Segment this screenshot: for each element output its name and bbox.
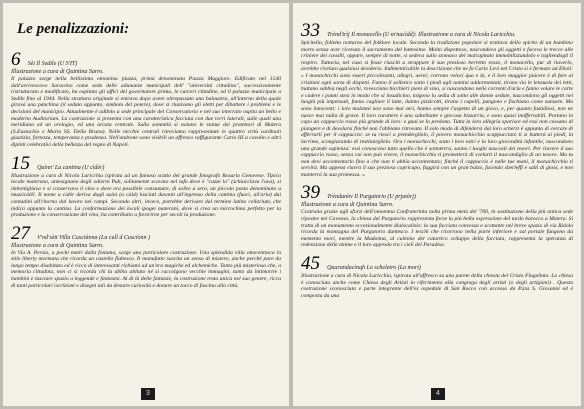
- entry-text: Il palazzo sorge nella bellissima omonima piazza, primà denominata Piazza Maggiore. Edificato nel 1540 dall'arcivescovo Saraceno come sede delle adunanze municipali dell' "università cittadina", successivamente ristrutturato e modificato, ha ospitato gli uffici del governatore prima, le carceri cittadine, ed il palazzo municipale a Sedile fino al 1944. Nella struttura originale si entrava dopo avere oltrepassato uno balaustra, all'interno della quale giravá una panchina (il seduto appunto, simbolo del potere), dove si riunivano gli eletti per dibattere i problemi e le decisioni del municipio. Attualmente è adibito a sede principale del Conservatorio e nel suo interrato ospita un bello e moderno Auditorium. La costruzione si presenta con una caratteristica facciata con due torri laterali, sulle quali una meridiana ed un orologio, ed una arcata centrale. Sulla sommità si notano le statue dei protettori di Matera (S.Eustachio e Maria SS. Della Bruna). Nelle nicchie centrali ritroviamo rappresentate le quattro virtù cardinali giustizia, fortezza, temperanza e prudenza. Nell'androne sono visibili un affresco raffigurante Carlo III a cavallo e altri dipinti celebrativi della bellezza del regno di Napoli.: [11, 76, 281, 148]
- entry-title: Trèndanòv Il Purgatorio (U prjatòrj): [327, 194, 416, 201]
- entry-credit: Illustrazione a cura di Quintina Sarro.: [301, 202, 394, 209]
- entry-title: Sèi Il Sedile (U S'IT): [27, 61, 78, 67]
- entry-number: 33: [301, 20, 320, 41]
- entry-15: [11, 154, 281, 219]
- entry-title: Quìnn' La cantina (U cìdèr): [37, 164, 105, 171]
- entry-number: 39: [301, 182, 320, 204]
- entry-text: Illustrazione a cura di Nicola Laricchia ispirata ad un famoso scatto del grande fotografo Rosario Genovese. Tipico locale materano, antesignano degli odierni Pub, solitamente scavato nel tufo dove è "cazze lo" (schiacciava l'uva), si imbottigliava e si conservava il vino e dove era possibile consumare, di solito a sera, un piccolo pasto denominato u muzzicàlël. Il nome u cìdèr deriva dagli usini (u càld) lasciati davanti all'ingresso della cantina (fuori, all'aria) dai contadini all'ritorno dal lavoro nei campi. Secondo altri, invece, potrebbe derivare dal termine latino cellarium, che indica appunto la cantina. La conformazione dei locali ipogei materani, dove si crea un microclima perfetto per la produzione e la conservazione del vino, ha contribuito a favorirne per secoli la produzione.: [11, 172, 281, 219]
- entry-27: [11, 224, 281, 290]
- entry-title: Trènd'trìj Il monacello (U m'nacìdd): Illustrazione a cura di Nicola Laricchia.: [327, 32, 516, 38]
- page-heading: Le penalizzazioni:: [17, 21, 130, 37]
- entry-text: In Via A. Persio, a pochi metri dalla fontana, sorge una particolare costruzione. Una splendida villa ottocentesca in stile liberty mormata che ricorda un castello fiabesco. Il manufatto suscita un senso di mistero, anche perché pare da lungo tempo disabitato ed è ricco di interessanti richiami ad un'era magiche ed alchemiche. Tanto più misterioso che, a memoria cittadina, non ci si ricorda chi la abbia abitato né si raccolgono vecchie immagini, tanto da intimorire i bambini e lasciare spazio a leggende e fantasmi. Al di là delle fantasie, la costruzione resta unica nel suo genere, ricca di tanti particolari iscrizioni e disegni tali da destare curiosità e donare un tocco di fascino alla città.: [11, 249, 281, 289]
- right-page: [293, 3, 581, 406]
- entry-text: Spiritello, folletto notturno del folklore locale. Secondo la tradizione popolare si trattava dello spirito di un bambino morto senza aver ricevuto il sacramento del battesimo. Molto dispettoso, nascondeva gli oggetti e faceva le trecce alle criniere dei cavalli, oppure, sempre di notte, si sedeva sullo stomaco del malcapitato immobilizzandolo e togliendogli il respiro. Tuttavia, nel caso si fosse riusciti a strappare il suo prezioso berretto rosso, il monacello, pur di riaverlo, avrebbe rivelato qualsiasi desiderio. Indimenticabile la descrizione che ne fa Carlo Levi nel Cristo si è fermato ad Eboli: « I monachicchi sono esseri piccolissimi, allegri, aerei; corrono veloci qua e là, e il loro maggior piacere è di fare ai cristiani ogni sorta di dispetti. Fanno il solletico sotto i piedi agli uomini addormentati, tirano via le lenzuola dei letti, buttano sabbia negli occhi, rovesciano bicchieri pieni di vino, si nascondono nelle correnti d'aria e fanno volare le carte e cadere i panni stesi in modo che si insudicino, tolgono la sedia di sotto alle donne sedute, nascondono gli oggetti nei luoghi più impensati, fanno cagliare il latte, danno pizzicotti, tirano i capelli, pungono e fischiano come zanzare. Ma sono innocenti: i loro malanni non sono mai seri, hanno sempre l'aspetto di un gioco, e, per quanto fastidiosi, non ne nasce mai nulla di grave. Il loro carattere è una saltellante e giocosa bizzarria, e sono quasi inafferrabili. Portano in capo un cappuccio rosso più grande di loro: e guai se lo perdono. Tutta la loro allegria sparisce ed essi non cessano di piangere e di desolarsi finché non l'abbiano ritrovato. Il solo modo di difendersi dai loro scherzi è appunto di cercare di afferrarli per il cappuccio: se tu riesci a prenderglielo, il povero monachicchio scappucciato ti si butterà ai piedi, in lacrime, scongiurando di restituirglielo. Ora i monachicchi, sotto i loro estri e la loro giocondità infantile, nascondono una grande sapienza: essi conoscono tutto quello che è sottoterra, sanno i luoghi nascosti dei tesori. Per riavere il suo cappuccio rosso, senza cui non può vivere, il monachicchio ti prometterà di svelarti il nascondiglio di un tesoro. Ma tu non devi accontentarlo fino a che non ti abbia accontentato; finché il cappuccio è nelle tue mani, il monachicchio ti servirà. Ma appena riavrà il suo prezioso copricapo, fuggirà con un gran balzo, facendo sberleffi e salti di gioia, e non manterrà la sua promessa. »: [301, 40, 573, 178]
- page-number: 4: [431, 388, 445, 400]
- entry-credit: Illustrazione a cura di Quintina Sarro.: [11, 242, 104, 249]
- entry-number: 6: [11, 49, 21, 70]
- entry-39: [301, 183, 573, 249]
- entry-title: Quarandacìnqh Lo scheletro (La mort): [327, 265, 421, 272]
- entry-number: 45: [301, 253, 320, 275]
- entry-text: Illustrazione a cura di Nicola Laricchia, ispirata all'affresco su una parete della chiesta del Cristo Flagellato. La chiesa è conosciuta anche come Chiesa degli Artisti in riferimento alla congrega degli artisti (o degli artigiani) . Questa costruzione sconosciuta e parte integrante dell'ex ospedale di San Rocco con accesso da P.zza S. Giovanni ed è composta da una: [301, 273, 573, 299]
- entry-33: [301, 21, 573, 178]
- entry-title: V'nd'sètt Villa Cusciànna (La cull d Cusciònn ): [37, 234, 151, 241]
- entry-45: [301, 254, 573, 299]
- entry-credit: Illustrazione a cura di Quintina Sarro.: [11, 69, 104, 75]
- left-page: [3, 3, 289, 406]
- entry-6: [11, 50, 281, 149]
- entry-text: Costruita grazie agli sforzi dell'omonima Confraternita nella prima metà del '700, in sostituzione della più antica sede ripostee nei Caveoso, la chiesa del Purgatorio rappresenta forse la più bella espressione del tardo barocco a Matera. Si tratta di un monumento eccezionalmente dialocalizio: la sua facciata convessa e scottante nel breve spazio di via Ridola ricorda la montagna del Purgatorio dantesco. I teschi che ricorrono nella parte inferiore e sul portale fungono da memento mori, mentre la Madonna, al culmine del catartico sviluppo della facciata, rappresenta la speranza di redenzione delle anime e il loro approdo tra i cieli del Paradiso.: [301, 209, 573, 249]
- page-number: 3: [141, 388, 155, 400]
- entry-number: 27: [11, 222, 30, 244]
- entry-number: 15: [11, 152, 30, 174]
